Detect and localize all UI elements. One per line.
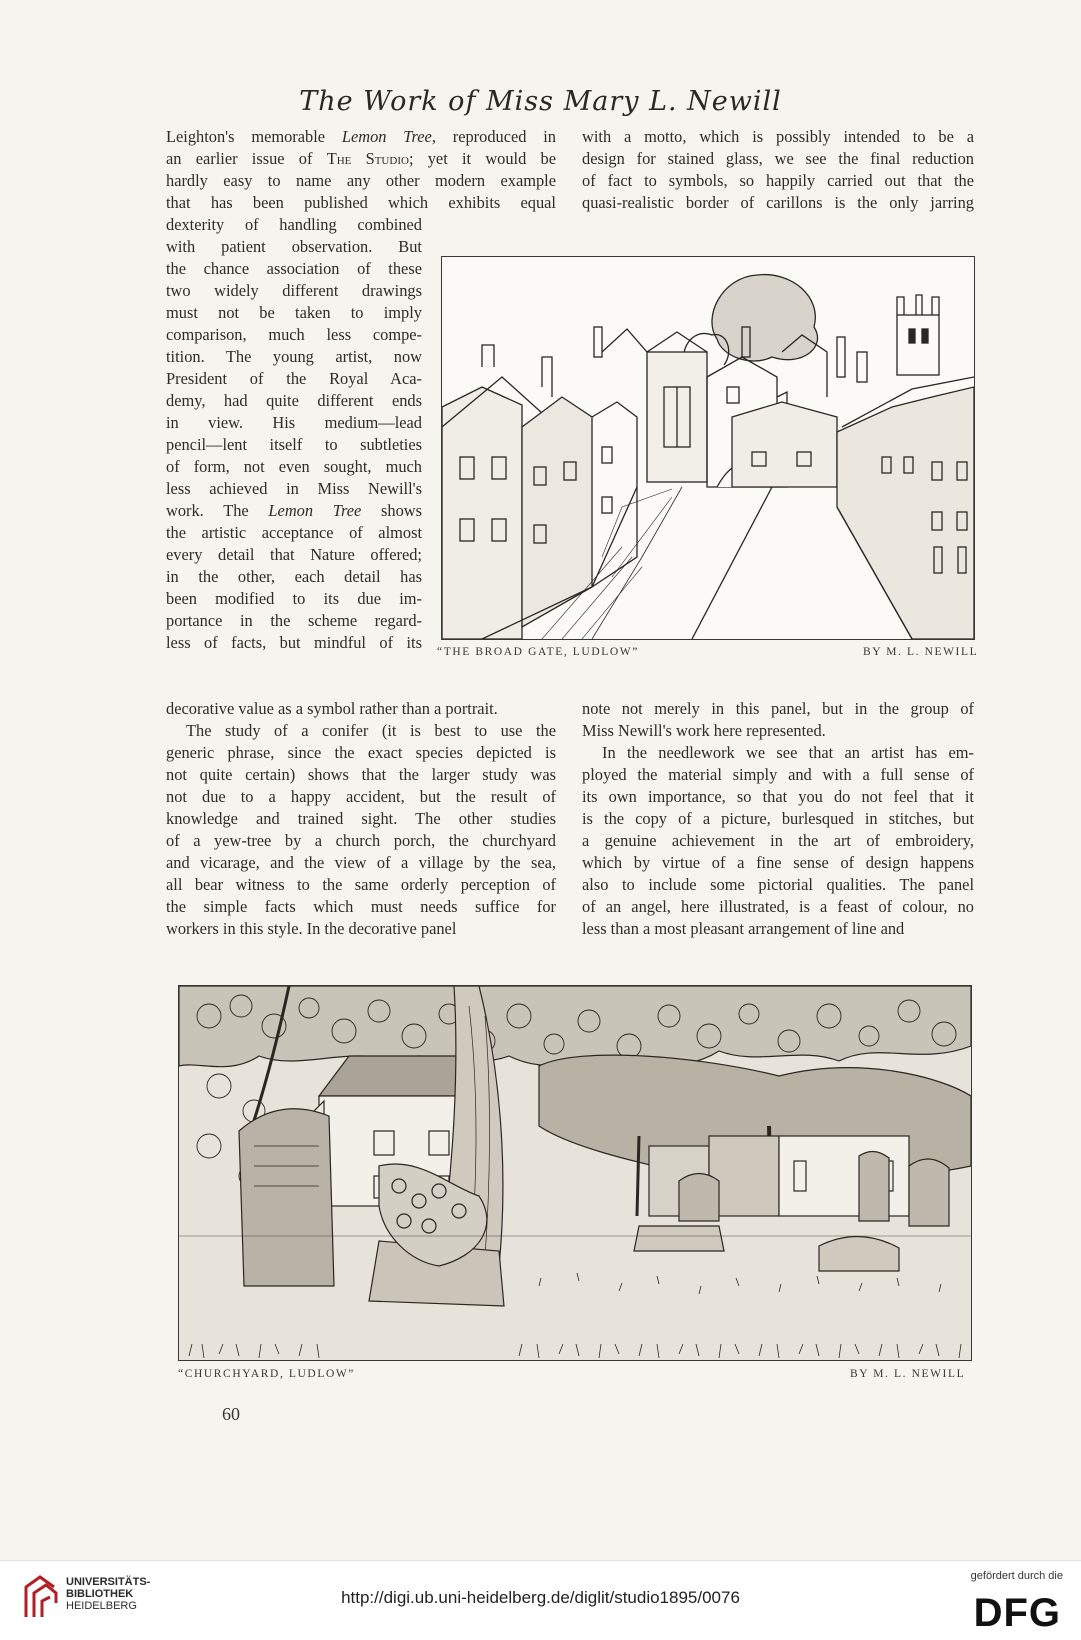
text-line: decorative value as a symbol rather than a portrait. xyxy=(166,699,498,718)
text-line: which by virtue of a fine sense of design happens xyxy=(582,853,974,872)
text-line: its own importance, so that you do not feel that it xyxy=(582,787,974,806)
text-line: also to include some pictorial qualities. The panel xyxy=(582,875,974,894)
text-line: and vicarage, and the view of a village by the sea, xyxy=(166,853,556,872)
broad-gate-drawing xyxy=(442,257,974,639)
left-column-bottom xyxy=(166,698,556,940)
text-line: with a motto, which is possibly intended to be a xyxy=(582,127,974,146)
illustration-churchyard-ludlow xyxy=(178,985,972,1361)
text-line: the artistic acceptance of almost xyxy=(166,523,422,542)
text-line: a genuine achievement in the art of embroidery, xyxy=(582,831,974,850)
text-line: Leighton's memorable Lemon Tree, reproduced in xyxy=(166,127,557,146)
text-line: of fact to symbols, so happily carried out that the xyxy=(582,171,974,190)
churchyard-drawing xyxy=(179,986,971,1360)
text-line: knowledge and trained sight. The other studies xyxy=(166,809,556,828)
figure1-caption-artist: BY M. L. NEWILL xyxy=(863,646,979,658)
right-column-bottom xyxy=(582,698,974,940)
text-line: two widely different drawings xyxy=(166,281,422,300)
text-line: The study of a conifer (it is best to use the xyxy=(186,721,556,740)
text-line: Miss Newill's work here represented. xyxy=(582,721,826,740)
text-line: every detail that Nature offered; xyxy=(166,545,422,564)
text-line: in the other, each detail has xyxy=(166,567,422,586)
library-line-3: HEIDELBERG xyxy=(66,1600,137,1612)
text-line: workers in this style. In the decorative panel xyxy=(166,919,457,938)
text-line: tition. The young artist, now xyxy=(166,347,422,366)
text-line: less of facts, but mindful of its xyxy=(166,633,422,652)
text-line: pencil—lent itself to subtleties xyxy=(166,435,422,454)
page-number: 60 xyxy=(222,1404,240,1424)
text-line: less achieved in Miss Newill's xyxy=(166,479,422,498)
text-line: dexterity of handling combined xyxy=(166,215,422,234)
text-line: President of the Royal Aca- xyxy=(166,369,422,388)
text-line: been modified to its due im- xyxy=(166,589,422,608)
text-line: in view. His medium—lead xyxy=(166,413,422,432)
text-line: must not be taken to imply xyxy=(166,303,422,322)
dfg-logo: DFG xyxy=(973,1591,1061,1635)
text-line: the simple facts which must needs suffice for xyxy=(166,897,556,916)
text-line: In the needlework we see that an artist has em- xyxy=(602,743,974,762)
text-line: not due to a happy accident, but the result of xyxy=(166,787,556,806)
figure1-caption-title: “THE BROAD GATE, LUDLOW” xyxy=(437,646,639,658)
text-line: portance in the scheme regard- xyxy=(166,611,422,630)
left-column-top xyxy=(166,126,556,214)
text-line: ployed the material simply and with a full sense of xyxy=(582,765,974,784)
text-line: is the copy of a picture, burlesqued in stitches, but xyxy=(582,809,974,828)
text-line: demy, had quite different ends xyxy=(166,391,422,410)
text-line: work. The Lemon Tree shows xyxy=(166,501,423,520)
text-line: comparison, much less compe- xyxy=(166,325,422,344)
text-line: generic phrase, since the exact species depicted is xyxy=(166,743,556,762)
text-line: quasi-realistic border of carillons is the only jarring xyxy=(582,193,974,212)
right-column-top xyxy=(582,126,974,214)
funding-note: gefördert durch die xyxy=(970,1570,1063,1582)
text-line: less than a most pleasant arrangement of line and xyxy=(582,919,905,938)
text-line: design for stained glass, we see the final reduction xyxy=(582,149,974,168)
text-line: of a yew-tree by a church porch, the churchyard xyxy=(166,831,556,850)
library-line-2: BIBLIOTHEK xyxy=(66,1588,134,1600)
text-line: an earlier issue of The Studio; yet it would be xyxy=(166,149,556,168)
text-line: with patient observation. But xyxy=(166,237,422,256)
text-line: hardly easy to name any other modern example xyxy=(166,171,556,190)
source-url-link[interactable]: http://digi.ub.uni-heidelberg.de/diglit/studio1895/0076 xyxy=(341,1588,740,1607)
left-column-narrow xyxy=(166,214,422,654)
text-line: that has been published which exhibits equal xyxy=(166,193,556,212)
illustration-broad-gate-ludlow xyxy=(441,256,975,640)
text-line: not quite certain) shows that the larger study was xyxy=(166,765,556,784)
running-title: The Work of Miss Mary L. Newill xyxy=(299,86,782,117)
text-line: of form, not even sought, much xyxy=(166,457,422,476)
text-line: of an angel, here illustrated, is a feast of colour, no xyxy=(582,897,974,916)
figure2-caption-title: “CHURCHYARD, LUDLOW” xyxy=(178,1368,356,1380)
library-line-1: UNIVERSITÄTS- xyxy=(66,1576,151,1588)
text-line: note not merely in this panel, but in the group of xyxy=(582,699,974,718)
text-line: all bear witness to the same orderly perception of xyxy=(166,875,556,894)
text-line: the chance association of these xyxy=(166,259,422,278)
figure2-caption-artist: BY M. L. NEWILL xyxy=(850,1368,966,1380)
